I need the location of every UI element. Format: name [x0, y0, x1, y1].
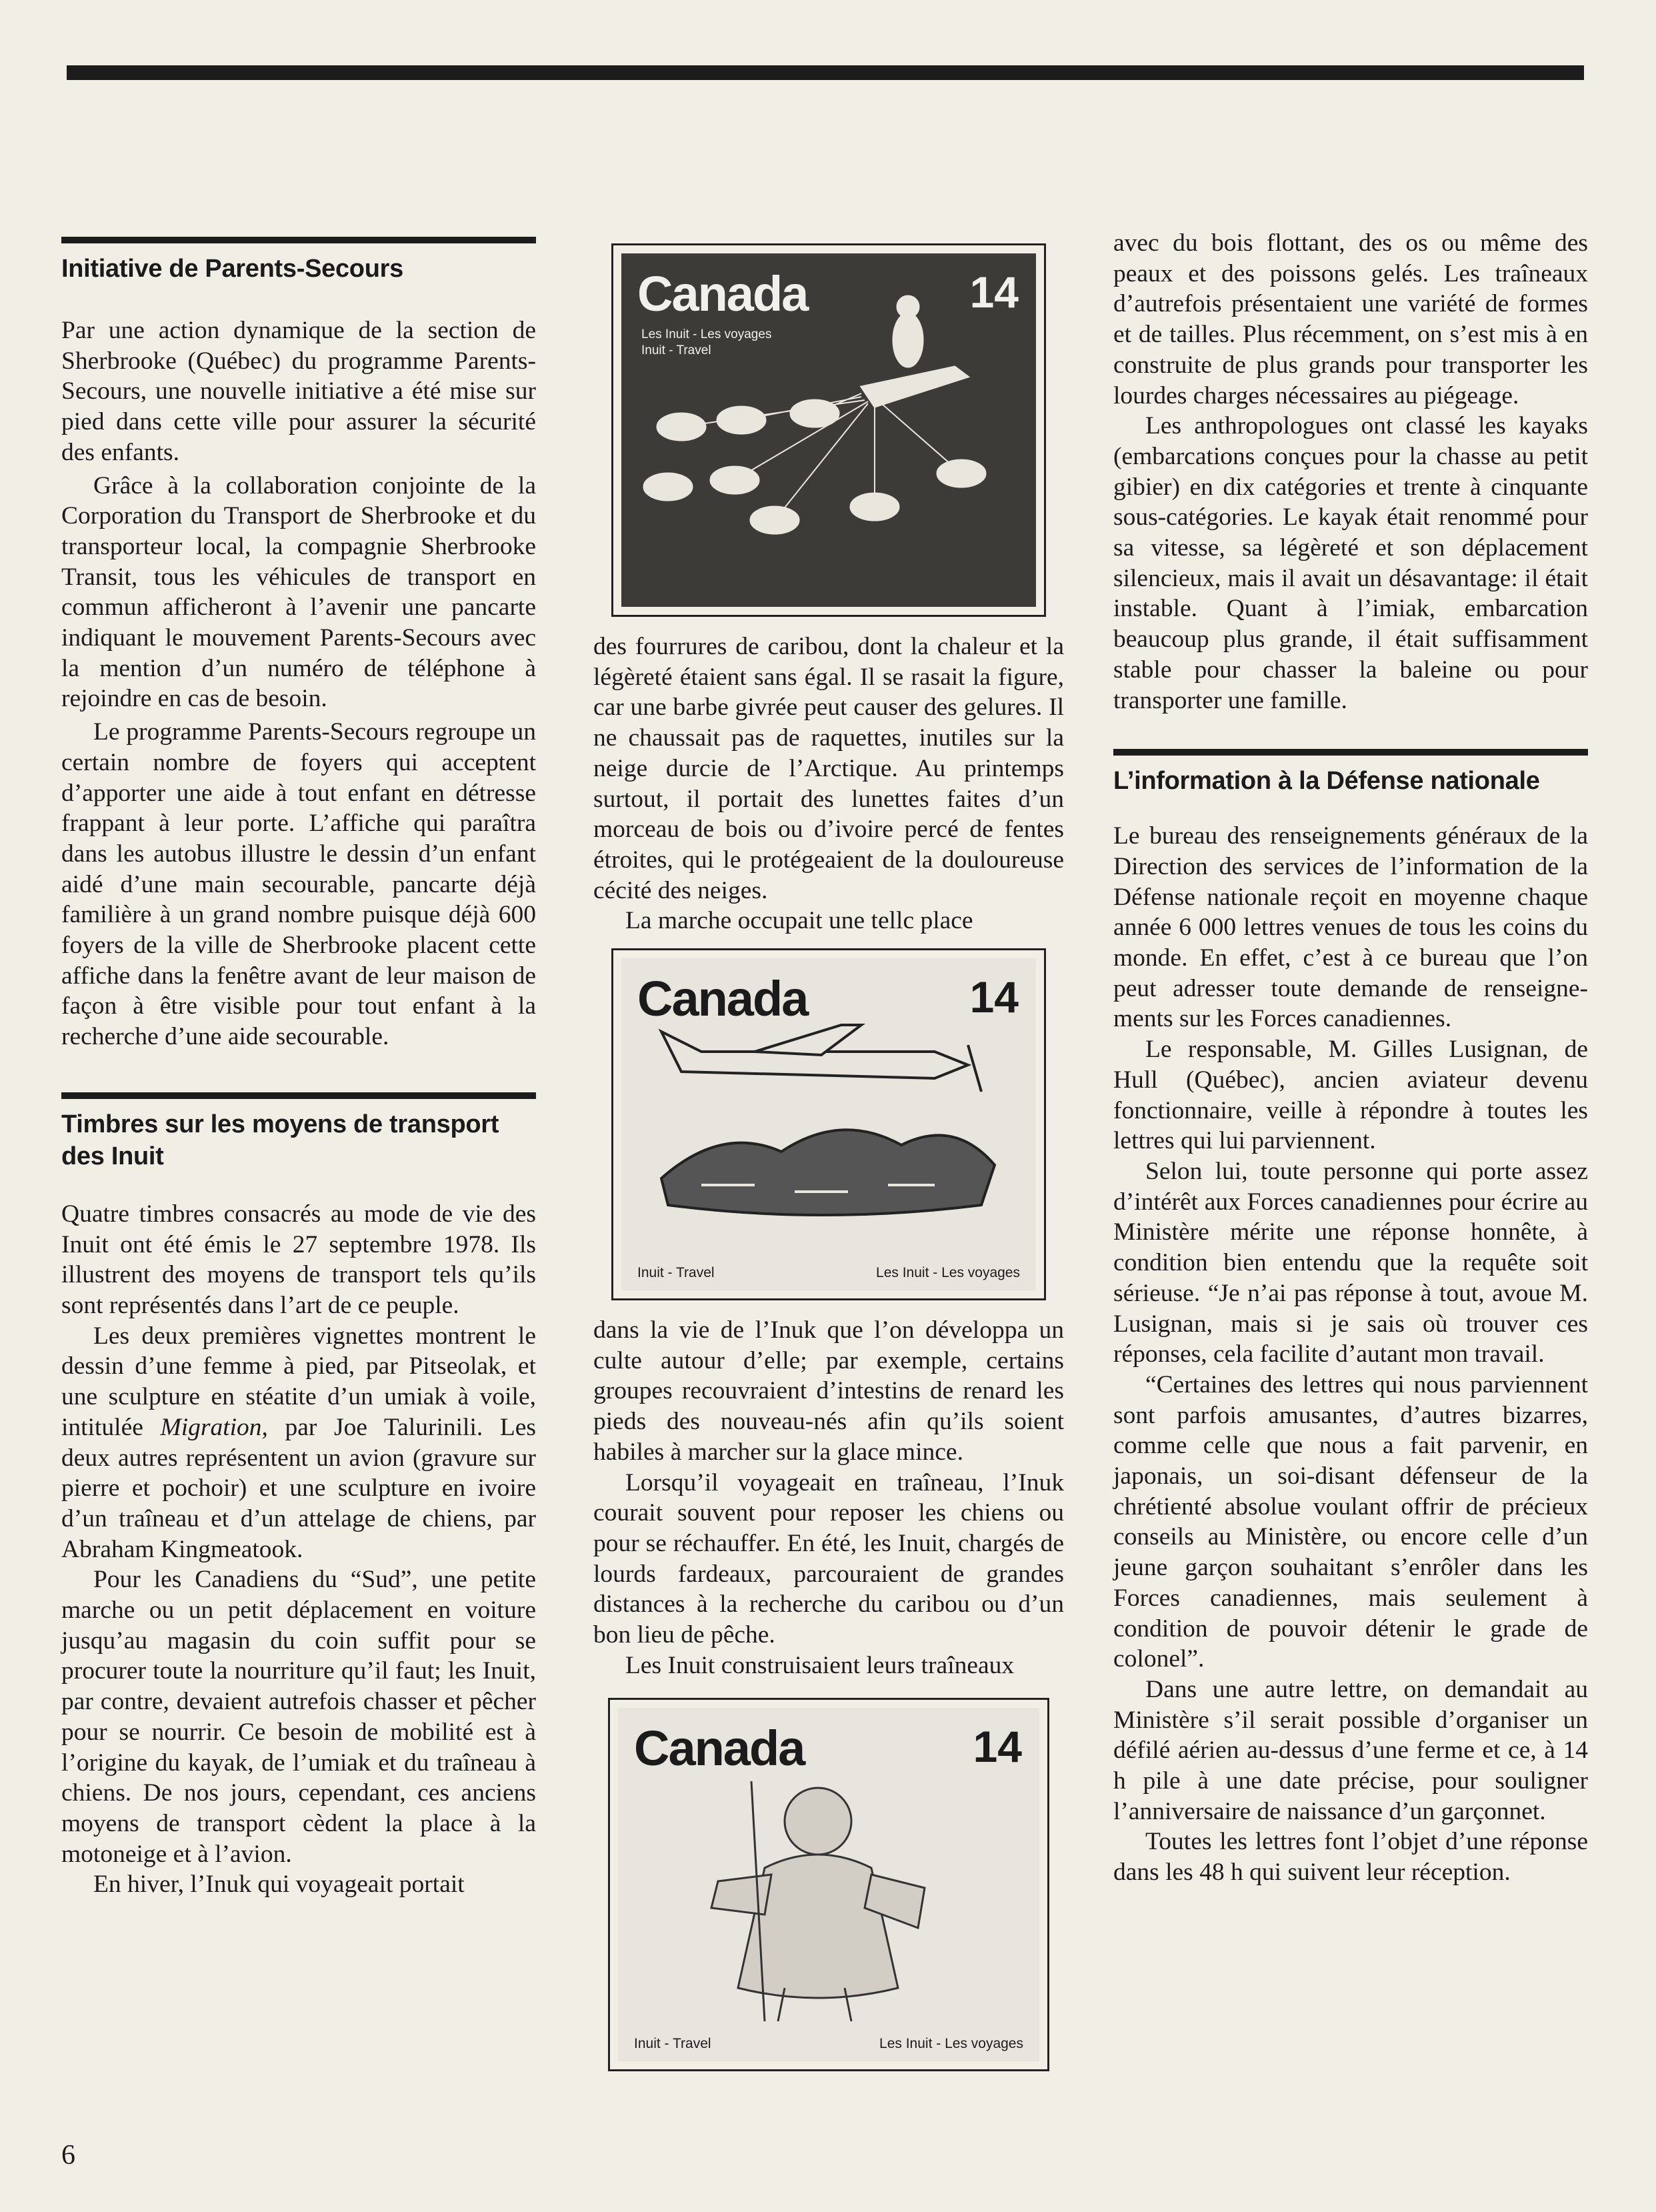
paragraph: Dans une autre lettre, on demandait au Ministère s’il serait possible d’organiser un défilé aérien au-dessus d’une ferme et ce, à 14 h pile à une date précise, pour souligner l’anniversaire de naissance d’un garçonnet.: [1113, 1675, 1588, 1825]
section-defense: [1113, 749, 1588, 1888]
artwork-title: Migration,: [160, 1413, 268, 1441]
paragraph: Le responsable, M. Gilles Lusignan, de Hull (Québec), ancien aviateur devenu fonctionnaire, veille à répondre à toutes les lettres qui lui parviennent.: [1113, 1036, 1588, 1155]
paragraph: des fourrures de caribou, dont la chaleur et la légèreté étaient sans égal. Il se rasait la figure, car une barbe givrée peut causer des gelures. Il ne chaussait pas de raquettes, inutiles sur la neige durcie de l’Arctique. Au printemps surtout, il portait des lunettes faites d’un morceau de bois ou d’ivoire percé de fentes étroites, qui le protégeaient de la douloureuse cécité des neiges.: [593, 633, 1064, 904]
section-title-parents-secours: Initiative de Parents-Secours: [61, 255, 403, 283]
stamp-caption-left: Inuit - Travel: [637, 1265, 715, 1281]
section-title-defense: L’information à la Défense nationale: [1113, 767, 1540, 796]
paragraph: dans la vie de l’Inuk que l’on développa un culte autour d’elle; par exemple, certains groupes recouvraient d’intestins de renard les pieds des nouveau-nés afin qu’ils soient habiles à marcher sur la glace mince.: [593, 1316, 1064, 1466]
airplane-illustration: [621, 958, 1036, 1290]
paragraph: Le bureau des renseignements généraux de la Direction des services de l’information de la Défense nationale reçoit en moyenne chaque année 6 000 lettres venues de tous les coins du monde. En effet, c’est à ce bureau que l’on peut adresser toute demande de renseignements sur les Forces canadiennes.: [1113, 822, 1588, 1033]
stamp-value: 14: [969, 972, 1019, 1022]
paragraph: Lorsqu’il voyageait en traîneau, l’Inuk courait souvent pour reposer les chiens ou pour se réchauffer. En été, les Inuit, chargés de lourds fardeaux, parcouraient de grandes distances à la recherche du caribou ou d’un bon lieu de pêche.: [593, 1468, 1064, 1649]
stamp-value: 14: [969, 267, 1019, 317]
stamp-country: Canada: [637, 266, 808, 321]
stamp-country: Canada: [637, 971, 808, 1027]
paragraph: “Certaines des lettres qui nous parviennent sont parfois amusantes, d’autres bizarres, comme celle que nous a fait parvenir, en japonais, un soi-disant défenseur de la chrétienté absolue voulant offrir de précieux conseils au Ministère, ou encore celle d’un jeune garçon souhaitant s’enrôler dans les Forces canadiennes, mais seulement à condition de pouvoir détenir le grade de colonel”.: [1113, 1370, 1588, 1673]
paragraph: [61, 1321, 536, 1565]
section-rule: [61, 237, 536, 243]
column-right: [1113, 228, 1588, 1888]
section-title-timbres: Timbres sur les moyens de transport des Inuit: [61, 1110, 499, 1170]
stamp-dog-sled: [611, 243, 1046, 617]
text-run: Les deux premières vignettes montrent le dessin d’une femme à pied, par Pitseolak, et une sculpture en stéatite d’un umiak à voile, intitulée: [61, 1322, 536, 1441]
stamp-country: Canada: [634, 1721, 805, 1777]
woman-illustration: [618, 1708, 1039, 2061]
dog-sled-illustration: [621, 253, 1036, 607]
top-rule: [67, 65, 1584, 80]
section-rule: [1113, 749, 1588, 756]
stamp-caption-right: Les Inuit - Les voyages: [879, 2036, 1023, 2052]
stamp-value: 14: [973, 1722, 1022, 1772]
text-run: par Joe Talurinili. Les deux autres représentent un avion (gravure sur pierre et pochoir) et une sculpture en ivoire d’un traîneau et d’un attelage de chiens, par Abraham Kingmeatook.: [61, 1413, 536, 1563]
paragraph: Grâce à la collaboration conjointe de la Corporation du Transport de Sherbrooke et du transporteur local, la compagnie Sherbrooke Transit, tous les véhicules de transport en commun afficheront à l’avenir une pancarte indiquant le mouvement Parents-Secours avec la mention d’un numéro de téléphone à rejoindre en cas de besoin.: [61, 471, 536, 713]
paragraph: La marche occupait une tellc place: [625, 907, 973, 935]
stamp-subtitle: Les Inuit - Les voyages Inuit - Travel: [641, 327, 772, 357]
stamp-artwork: [621, 253, 1036, 607]
stamp-caption-right: Les Inuit - Les voyages: [876, 1265, 1020, 1281]
column-middle: [593, 243, 1064, 2086]
paragraph: Pour les Canadiens du “Sud”, une petite marche ou un petit déplacement en voiture jusqu’au magasin du coin suffit pour se procurer toute la nourriture qu’il faut; les Inuit, par contre, devaient autrefois chasser et pêcher pour se nourrir. Ce besoin de mobilité est à l’origine du kayak, de l’umiak et du traîneau à chiens. De nos jours, cependant, ces anciens moyens de transport cèdent la place à la motoneige et à l’avion.: [61, 1566, 536, 1868]
stamp-artwork: [618, 1708, 1039, 2061]
stamp-artwork: [621, 958, 1036, 1290]
paragraph: Le programme Parents-Secours regroupe un certain nombre de foyers qui acceptent d’apporter une aide à tout enfant en détresse frappant à leur porte. L’affiche qui paraîtra dans les autobus illustre le dessin d’un enfant aidé d’une main secourable, pancarte déjà familière à un grand nombre puisque déjà 600 foyers de la ville de Sherbrooke placent cette affiche dans la fenêtre avant de leur maison de façon à être visible pour tout enfant à la recherche d’une aide secourable.: [61, 718, 536, 1051]
section-inuit-stamps: [61, 1092, 536, 1900]
stamp-woman-walking: [608, 1698, 1049, 2071]
paragraph: Quatre timbres consacrés au mode de vie des Inuit ont été émis le 27 septembre 1978. Ils illustrent des moyens de transport tels qu’ils sont représentés dans l’art de ce peuple.: [61, 1200, 536, 1319]
paragraph: Les Inuit construisaient leurs traîneaux: [625, 1651, 1015, 1679]
column-left: [61, 237, 536, 1900]
stamp-caption-left: Inuit - Travel: [634, 2036, 711, 2052]
stamp-airplane: [611, 948, 1046, 1300]
paragraph: Selon lui, toute personne qui porte assez d’intérêt aux Forces canadiennes pour écrire au Ministère mérite une réponse honnête, à condition bien entendu que la requête soit sérieuse. “Je n’ai pas réponse à tout, avoue M. Lusignan, mais si je sais où trouver ces réponses, cela facilite d’autant mon travail.: [1113, 1157, 1588, 1368]
paragraph: avec du bois flottant, des os ou même des peaux et des poissons gelés. Les traîneaux d’autrefois présentaient une variété de formes et de tailles. Plus récemment, on s’est mis à en construite de plus grands pour transporter les lourdes charges nécessaires au piégeage.: [1113, 229, 1588, 409]
page-number: 6: [61, 2140, 75, 2171]
paragraph: Les anthropologues ont classé les kayaks (embarcations conçues pour la chasse au petit gibier) en dix catégories et trente à cinquante sous-catégories. Le kayak était renommé pour sa vitesse, sa légèreté et son déplacement silencieux, mais il avait un désavantage: il était instable. Quant à l’imiak, embarcation beaucoup plus grande, il était suffisamment stable pour chasser la baleine ou pour transporter une famille.: [1113, 412, 1588, 714]
section-rule: [61, 1092, 536, 1099]
paragraph: En hiver, l’Inuk qui voyageait portait: [93, 1871, 465, 1899]
paragraph: Par une action dynamique de la section de Sherbrooke (Québec) du programme Parents-Secours, une nouvelle initiative a été mise sur pied dans cette ville pour assurer la sécurité des enfants.: [61, 317, 536, 466]
paragraph: Toutes les lettres font l’objet d’une réponse dans les 48 h qui suivent leur réception.: [1113, 1828, 1588, 1887]
